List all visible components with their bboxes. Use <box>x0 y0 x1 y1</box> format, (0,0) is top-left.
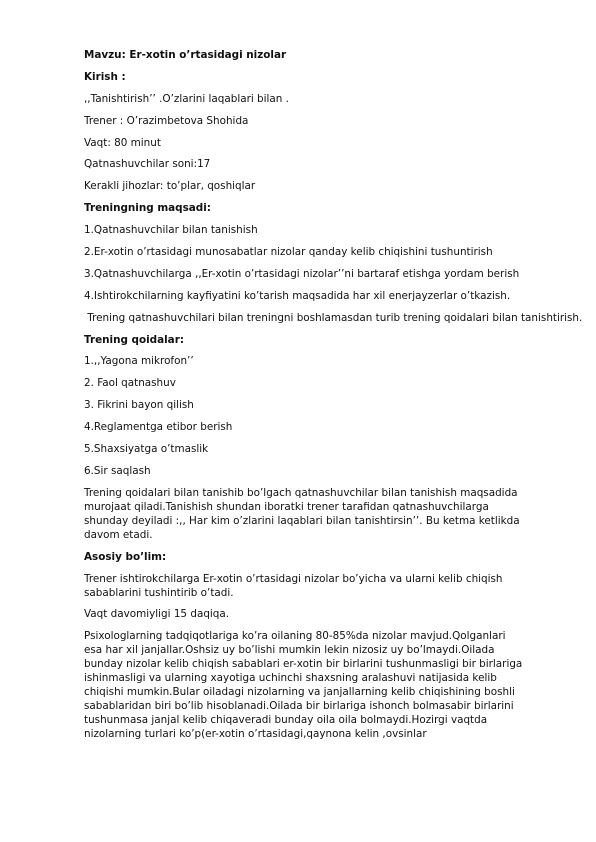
goal-note: Trening qatnashuvchilari bilan treningni boshlamasdan turib trening qoidalari bilan tanishtirish. <box>84 311 583 324</box>
duration-line: Vaqt davomiyligi 15 daqiqa. <box>84 608 230 621</box>
goals-heading: Treningning maqsadi: <box>84 202 211 215</box>
goal-item: 4.Ishtirokchilarning kayfiyatini ko’tarish maqsadida har xil enerjayzerlar o’tkazish. <box>84 289 511 302</box>
document-title: Mavzu: Er-xotin o’rtasidagi nizolar <box>84 49 287 61</box>
intro-heading: Kirish : <box>84 70 126 83</box>
main-heading: Asosiy bo’lim: <box>84 550 167 563</box>
equipment-line: Kerakli jihozlar: to’plar, qoshiqlar <box>84 180 256 193</box>
rule-item: 2. Faol qatnashuv <box>84 377 176 390</box>
rule-item: 3. Fikrini bayon qilish <box>84 399 194 412</box>
trainer-line: Trener : O’razimbetova Shohida <box>84 114 249 127</box>
rules-heading: Trening qoidalar: <box>84 333 184 346</box>
intro-line: ,,Tanishtirish’’ .O’zlarini laqablari bilan . <box>84 92 289 105</box>
rules-paragraph: Trening qoidalari bilan tanishib bo’lgach qatnashuvchilar bilan tanishish maqsadida murojaat qiladi.Tanishish shundan iboratki trener tarafidan qatnashuvchilarga shunday deyiladi :,, Har kim o’zlarini laqablari bilan tanishtirsin’’. Bu ketma ketlikda davom etadi. <box>84 486 520 541</box>
rule-item: 4.Reglamentga etibor berish <box>84 421 233 434</box>
rule-item: 5.Shaxsiyatga o’tmaslik <box>84 443 209 456</box>
goal-item: 1.Qatnashuvchilar bilan tanishish <box>84 224 258 237</box>
main-paragraph: Trener ishtirokchilarga Er-xotin o’rtasidagi nizolar bo’yicha va ularni kelib chiqish sabablarini tushintirib o’tadi. <box>84 572 503 599</box>
main-paragraph: Psixologlarning tadqiqotlariga ko’ra oilaning 80-85%da nizolar mavjud.Qolganlari esa har xil janjallar.Oshsiz uy bo’lishi mumkin lekin nizosiz uy bo’lmaydi.Oilada bunday nizolar kelib chiqish sabablari er-xotin bir birlarini tushunmasligi bir birlariga ishinmasligi va ularning xayotiga uchinchi shaxsning aralashuvi natijasida kelib chiqishi mumkin.Bular oiladagi nizolarning va janjallarning kelib chiqishining boshli sabablaridan biri bo’lib hisoblanadi.Oilada bir birlariga ishonch bolmasabir birlarini tushunmasa janjal kelib chiqaveradi bunday oila oila bolmaydi.Hozirgi vaqtda nizolarning turlari ko’p(er-xotin o’rtasidagi,qaynona kelin ,ovsinlar <box>84 630 523 741</box>
rule-item: 1.,,Yagona mikrofon’’ <box>84 355 194 368</box>
goal-item: 2.Er-xotin o’rtasidagi munosabatlar nizolar qanday kelib chiqishini tushuntirish <box>84 246 493 259</box>
participants-line: Qatnashuvchilar soni:17 <box>84 158 211 171</box>
document-body <box>84 48 583 749</box>
goal-item: 3.Qatnashuvchilarga ,,Er-xotin o’rtasidagi nizolar’’ni bartaraf etishga yordam berish <box>84 267 520 280</box>
rule-item: 6.Sir saqlash <box>84 464 151 477</box>
time-line: Vaqt: 80 minut <box>84 136 161 149</box>
